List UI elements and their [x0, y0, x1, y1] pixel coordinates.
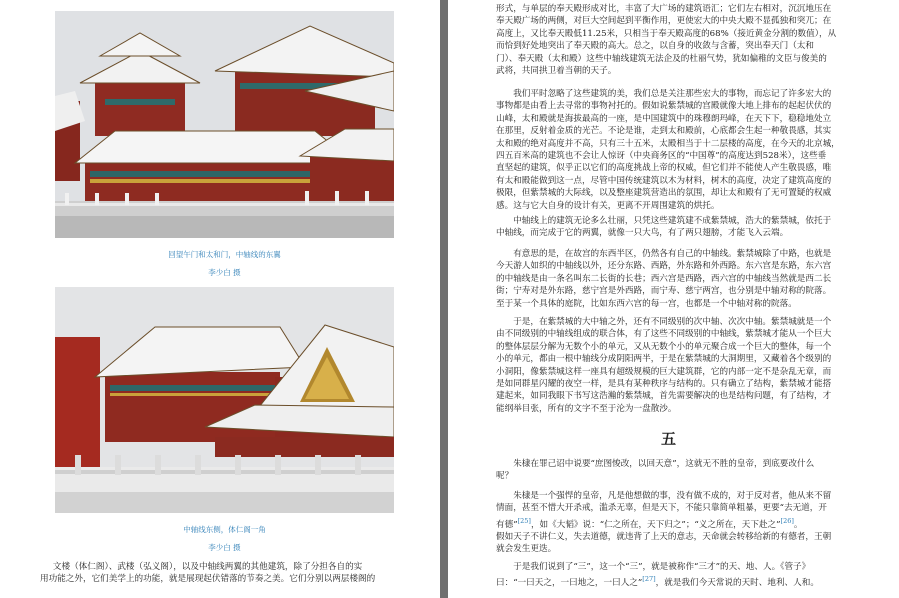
text-line: 小的单元，都由一根中轴线分成阴阳两半，于是在紫禁城的大洞期里，又藏着各个级别的	[496, 354, 832, 365]
paragraph-2	[496, 88, 872, 212]
text-line: 朱棣是一个强悍的皇帝，凡是他想做的事，没有做不成的，对于反对者，他从来不留	[513, 491, 832, 501]
text-line: 有意思的是，在故宫的东西半区，仍然各有自己的中轴线。紫禁城除了中路，也就是	[513, 249, 832, 259]
text-line: 朱棣在罪己诏中说要“庶图悛改，以回天意”，这就无不胜的皇帝，到底要改什么	[513, 459, 815, 469]
text-line: 事物都是由看上去寻常的事物衬托的。假如说紫禁城的宫殿就像大地上排布的起起伏伏的	[496, 101, 832, 112]
text-line: 由不同级别的中轴线组成的联合体，有了这些不同级别的中轴线，紫禁城才能从一个巨大	[496, 329, 832, 340]
left-page	[0, 0, 440, 598]
citation-27[interactable]: [27]	[642, 575, 656, 584]
text-line: 门）、奉天殿（太和殿）这些中轴线建筑无法企及的杜丽气势，犹如偏稚的文臣与俊美的	[496, 53, 827, 64]
text-fragment: 有德”	[496, 519, 518, 530]
citation-26[interactable]: [26]	[780, 516, 794, 525]
paragraph-4	[496, 248, 872, 310]
photo1-credit: 李少白 摄	[208, 268, 241, 277]
text-line: 是如同群星闪耀的夜空一样，是具有某种秩序与结构的。只有确立了结构，紫禁城才能搭	[496, 379, 832, 390]
photo2-credit: 李少白 摄	[208, 543, 241, 552]
text-line: 就会发生更迭。	[496, 544, 557, 555]
paragraph-1	[496, 3, 872, 77]
palace-roofs-illustration-1	[55, 11, 394, 238]
text-line: 奉天殿广场的两侧，对巨大空间起到平衡作用，更使宏大的中央大殿不显孤独和突兀；在	[496, 16, 832, 27]
text-fragment: 。	[793, 519, 803, 530]
text-line: 文楼（体仁阁）、武楼（弘义阁），以及中轴线两翼的其他建筑，除了分担各自的实	[52, 562, 363, 572]
text-fragment: ，如《大韬》说：“仁之所在，天下归之”；“义之所在，天下赴之”	[530, 519, 781, 530]
paragraph-8	[496, 561, 872, 590]
text-line: 山峰，太和殿就是海拔最高的一座，是中国建筑中的珠穆朗玛峰，在天下下，稳稳地处立	[496, 113, 832, 124]
palace-roofs-illustration-2	[55, 287, 394, 513]
text-line: 中轴线上的建筑无论多么壮丽，只凭这些建筑建不成紫禁城，浩大的紫禁城，依托于	[513, 216, 832, 226]
citation-25[interactable]: [25]	[517, 516, 531, 525]
text-line-with-citations	[496, 515, 872, 531]
photo2-caption: 中轴线东侧，体仁阁一角	[183, 525, 266, 534]
text-line: 太和殿的绝对高度并不高，只有三十五米，太殿相当于十二层楼的高度，在今天的北京城，	[496, 138, 840, 149]
text-line: 在那里，反射着金质的光芒。不论是谁，走到太和殿前，心底都会生起一种敬畏感，其实	[496, 126, 832, 137]
page-gutter	[440, 0, 448, 598]
text-line: 武将，共同拱卫着当朝的天子。	[496, 66, 617, 77]
text-line: 四五百米高的建筑也不会让人惊讶（中央商务区的“中国尊”的高度达到528米），这些垂	[496, 151, 827, 162]
section-heading: 五	[661, 430, 677, 448]
text-line: 街；宁寿对是外东路，慈宁宫是外西路，而宁寿、慈宁两宫，也分别是中轴对称的院落。	[496, 286, 832, 297]
text-fragment: ，就是我们今天常说的天时、地利、人和。	[655, 578, 819, 589]
text-line: 假如天子不讲仁义，失去道德，就违背了上天的意志，天命就会转移给新的有德者，王朝	[496, 532, 832, 543]
text-line: 于是，在紫禁城的大中轴之外，还有不同级别的次中轴、次次中轴。紫禁城就是一个	[513, 317, 832, 327]
text-line: 极限，但紫禁城的大际线，以及整座建筑营造出的氛围，却让太和殿有了无可置疑的权威	[496, 188, 832, 199]
text-line: 我们平时忽略了这些建筑的美，我们总是关注那些宏大的事物，而忘记了许多宏大的	[513, 89, 832, 99]
paragraph-6	[496, 458, 872, 483]
left-bottom-paragraph	[40, 561, 410, 586]
text-line: 感。这与它大自身的设计有关，更离不开周围建筑的烘托。	[496, 200, 720, 211]
text-line: 建起来，如同我眼下书写这浩瀚的紫禁城，首先需要解决的也是结构问题，有了结构，才	[496, 391, 832, 402]
text-line: 的整体层层分解为无数个小的单元，又从无数个小的单元聚合成一个巨大的整体，每一个	[496, 341, 832, 352]
text-line: 的中轴线是由一条名叫东二长街的长巷；西六宫是西路，西六宫的中轴线当然就是西二长	[496, 273, 832, 284]
photo-wumen-taihemen	[55, 11, 394, 238]
photo-tirenge	[55, 287, 394, 513]
photo1-caption: 回望午门和太和门，中轴线的东翼	[168, 250, 281, 259]
text-line: 有太和殿能做到这一点，尽管中国传统建筑以木为材料，树木的高度，决定了建筑高度的	[496, 175, 832, 186]
paragraph-5	[496, 316, 872, 415]
text-line: 于是我们说到了“三”，这一个“三”，就是被称作“三才”的天、地、人。《管子》	[513, 562, 811, 572]
text-line: 而恰到好处地突出了奉天殿的高大。总之，以自身的收敛与含蓄，突出奉天门（太和	[496, 41, 814, 52]
text-line: 用功能之外，它们美学上的功能，就是展现起伏错落的节奏之美。它们分别以两层楼阁的	[40, 574, 376, 585]
text-line: 小洞阳，像紫禁城这样一座具有超级规模的巨大建筑群，它的内部一定不是杂乱无章，而	[496, 366, 832, 377]
text-line: 中轴线，而完成于它的两翼，就像一只大鸟，有了两只翅膀，才能飞入云端。	[496, 228, 789, 239]
text-line-with-citation	[496, 573, 872, 589]
text-line: 至于某一个具体的庭院，比如东西六宫的每一宫，也都是一个中轴对称的院落。	[496, 298, 797, 309]
paragraph-7	[496, 490, 872, 556]
paragraph-3	[496, 215, 872, 240]
text-line: 能纲举目张，所有的文字不至于沦为一盘散沙。	[496, 403, 677, 414]
right-page	[448, 0, 899, 598]
text-line: 今天游人如织的中轴线以外，还分东路、西路，外东路和外西路。东六宫是东路，东六宫	[496, 261, 832, 272]
text-line: 呢？	[496, 471, 514, 482]
text-line: 情面，甚至不惜大开杀戒，滥杀无辜，但是天下，不能只靠简单粗暴，更要“去无道，开	[496, 503, 827, 514]
text-line: 直坚起的建筑，似乎正以它们的高度挑战上帝的权威，但它们并不能使人产生敬畏感，唯	[496, 163, 832, 174]
text-line: 高度上，又比奉天殿低11.25米，只相当于奉天殿高度的68%（接近黄金分割的数值），从	[496, 28, 837, 39]
text-fragment: 曰：“一曰天之，一曰地之，一曰人之”	[496, 578, 643, 589]
text-line: 形式，与单层的奉天殿形成对比，丰富了大广场的建筑语汇；它们左右相对，沉沉地压在	[496, 4, 832, 14]
